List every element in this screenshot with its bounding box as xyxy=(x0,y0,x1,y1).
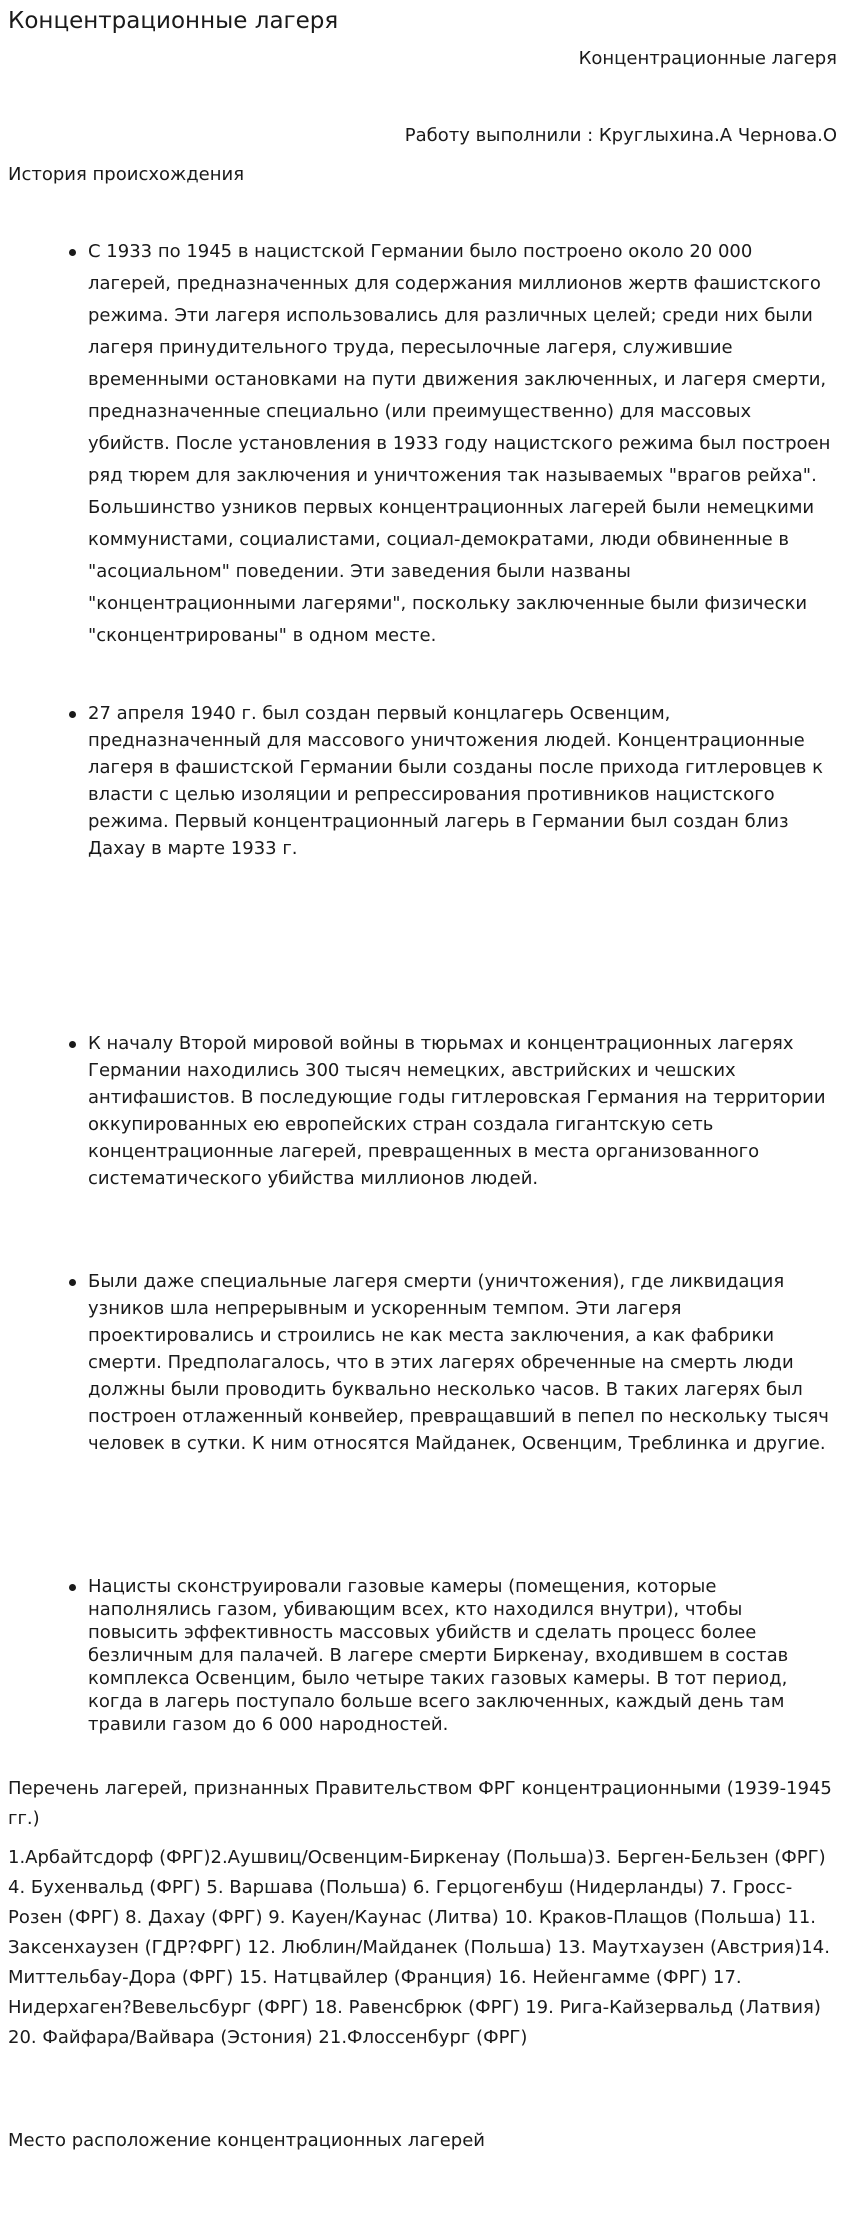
list-item xyxy=(0,1030,838,1192)
bullet-list xyxy=(0,700,838,862)
paragraph-text: Были даже специальные лагеря смерти (уничтожения), где ликвидация узников шла непрерывным и ускоренным темпом. Эти лагеря проектировались и строились не как места заключения, а как фабрики смерти. Предполагалось, что в этих лагерях обреченные на смерть люди должны были проводить буквально несколько часов. В таких лагерях был построен отлаженный конвейер, превращавший в пепел по нескольку тысяч человек в сутки. К ним относятся Майданек, Освенцим, Треблинка и другие. xyxy=(88,1271,829,1454)
paragraph-text: Большинство узников первых концентрационных лагерей были немецкими коммунистами, социалистами, социал-демократами, люди обвиненные в "асоциальном" поведении. Эти заведения были названы "концентрационными лагерями", поскольку заключенные были физически "сконцентрированы" в одном месте. xyxy=(88,497,815,646)
paragraph-text: К началу Второй мировой войны в тюрьмах и концентрационных лагерях Германии находились 300 тысяч немецких, австрийских и чешских антифашистов. В последующие годы гитлеровская Германия на территории оккупированных ею европейских стран создала гигантскую сеть концентрационные лагерей, превращенных в места организованного систематического убийства миллионов людей. xyxy=(88,1033,826,1189)
list-item xyxy=(0,236,838,652)
bullet-list xyxy=(0,236,838,652)
document-subtitle: Концентрационные лагеря xyxy=(578,48,837,69)
list-item xyxy=(0,1268,838,1457)
bullet-list xyxy=(0,1030,838,1192)
camps-list-heading: Перечень лагерей, признанных Правительством ФРГ концентрационными (1939-1945 гг.) xyxy=(8,1778,832,1829)
camps-list: 1.Арбайтсдорф (ФРГ)2.Аушвиц/Освенцим-Биркенау (Польша)3. Берген-Бельзен (ФРГ) 4. Бухенвальд (ФРГ) 5. Варшава (Польша) 6. Герцогенбуш (Нидерланды) 7. Гросс-Розен (ФРГ) 8. Дахау (ФРГ) 9. Кауен/Каунас (Литва) 10. Краков-Плащов (Польша) 11. Заксенхаузен (ГДР?ФРГ) 12. Люблин/Майданек (Польша) 13. Маутхаузен (Австрия)14. Миттельбау-Дора (ФРГ) 15. Натцвайлер (Франция) 16. Нейенгамме (ФРГ) 17. Нидерхаген?Вевельсбург (ФРГ) 18. Равенсбрюк (ФРГ) 19. Рига-Кайзервальд (Латвия) 20. Файфара/Вайвара (Эстония) 21.Флоссенбург (ФРГ) xyxy=(8,1847,830,2048)
paragraph-text: 27 апреля 1940 г. был создан первый концлагерь Освенцим, предназначенный для массового уничтожения людей. Концентрационные лагеря в фашистской Германии были созданы после прихода гитлеровцев к власти с целью изоляции и репрессирования противников нацистского режима. Первый концентрационный лагерь в Германии был создан близ Дахау в марте 1933 г. xyxy=(88,703,823,859)
list-item xyxy=(0,1575,838,1736)
location-heading: Место расположение концентрационных лагерей xyxy=(8,2130,485,2151)
paragraph-text: С 1933 по 1945 в нацистской Германии было построено около 20 000 лагерей, предназначенных для содержания миллионов жертв фашистского режима. Эти лагеря использовались для различных целей; среди них были лагеря принудительного труда, пересылочные лагеря, служившие временными остановками на пути движения заключенных, и лагеря смерти, предназначенные специально (или преимущественно) для массовых убийств. После установления в 1933 году нацистского режима был построен ряд тюрем для заключения и уничтожения так называемых "врагов рейха". xyxy=(88,241,831,486)
authors-line: Работу выполнили : Круглыхина.А Чернова.О xyxy=(404,125,837,146)
page-title: Концентрационные лагеря xyxy=(8,8,339,34)
list-item xyxy=(0,700,838,862)
bullet-list xyxy=(0,1575,838,1736)
paragraph-text: Нацисты сконструировали газовые камеры (помещения, которые наполнялись газом, убивающим всех, кто находился внутри), чтобы повысить эффективность массовых убийств и сделать процесс более безличным для палачей. В лагере смерти Биркенау, входившем в состав комплекса Освенцим, было четыре таких газовых камеры. В тот период, когда в лагерь поступало больше всего заключенных, каждый день там травили газом до 6 000 народностей. xyxy=(88,1576,789,1735)
history-heading: История происхождения xyxy=(8,164,245,185)
bullet-list xyxy=(0,1268,838,1457)
